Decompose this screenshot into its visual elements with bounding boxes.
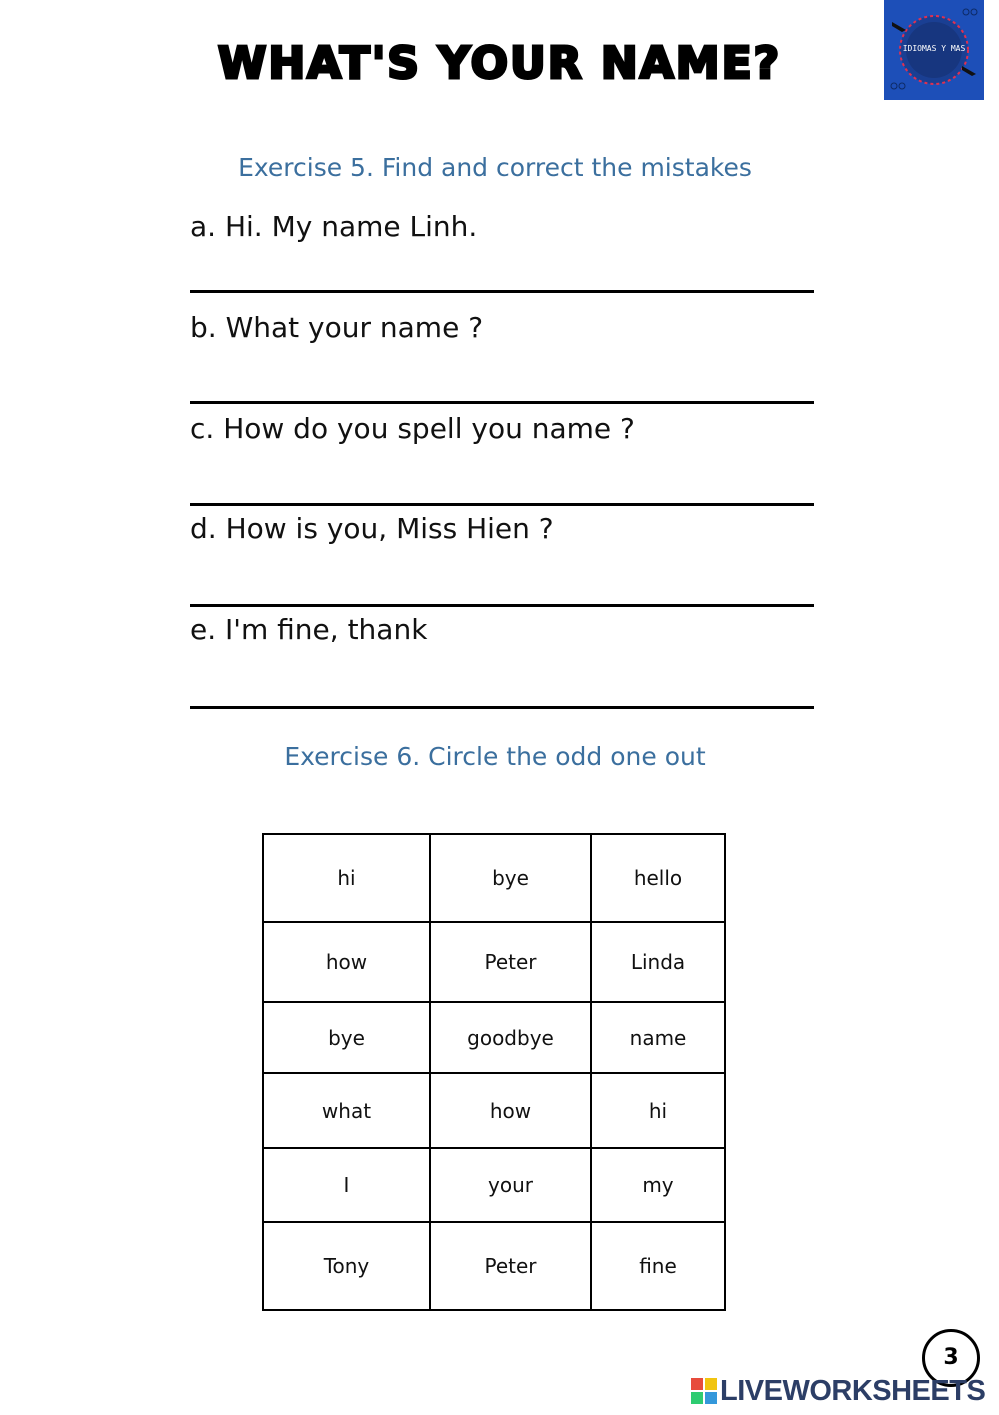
- table-row: [263, 1002, 725, 1073]
- word-cell[interactable]: bye: [263, 1002, 430, 1073]
- liveworksheets-brand: [690, 1374, 985, 1408]
- word-cell[interactable]: hi: [591, 1073, 725, 1148]
- table-row: [263, 834, 725, 922]
- page-number: 3: [922, 1329, 980, 1387]
- table-row: [263, 922, 725, 1002]
- worksheet-title: WHAT'S YOUR NAME?: [217, 38, 782, 89]
- word-cell[interactable]: fine: [591, 1222, 725, 1310]
- word-cell[interactable]: Tony: [263, 1222, 430, 1310]
- word-cell[interactable]: Peter: [430, 1222, 591, 1310]
- word-cell[interactable]: how: [430, 1073, 591, 1148]
- logo-text: IDIOMAS Y MAS: [902, 44, 966, 53]
- answer-line-e[interactable]: [190, 706, 814, 709]
- answer-line-d[interactable]: [190, 604, 814, 607]
- word-cell[interactable]: how: [263, 922, 430, 1002]
- word-cell[interactable]: Peter: [430, 922, 591, 1002]
- liveworksheets-text: LIVEWORKSHEETS: [720, 1374, 986, 1407]
- sentence-a: a. Hi. My name Linh.: [190, 210, 478, 243]
- liveworksheets-logo-icon: [690, 1377, 718, 1405]
- answer-line-b[interactable]: [190, 401, 814, 404]
- table-row: [263, 1222, 725, 1310]
- word-cell[interactable]: I: [263, 1148, 430, 1222]
- table-row: [263, 1073, 725, 1148]
- idiomas-logo: [884, 0, 984, 100]
- word-cell[interactable]: Linda: [591, 922, 725, 1002]
- word-cell[interactable]: goodbye: [430, 1002, 591, 1073]
- exercise-6-heading: Exercise 6. Circle the odd one out: [284, 742, 706, 771]
- sentence-b: b. What your name ?: [190, 311, 484, 344]
- word-cell[interactable]: hi: [263, 834, 430, 922]
- word-cell[interactable]: your: [430, 1148, 591, 1222]
- word-cell[interactable]: name: [591, 1002, 725, 1073]
- sentence-d: d. How is you, Miss Hien ?: [190, 512, 554, 545]
- word-cell[interactable]: hello: [591, 834, 725, 922]
- word-cell[interactable]: what: [263, 1073, 430, 1148]
- sentence-e: e. I'm fine, thank: [190, 613, 428, 646]
- table-row: [263, 1148, 725, 1222]
- odd-one-out-table: [262, 833, 726, 1311]
- exercise-5-heading: Exercise 5. Find and correct the mistakes: [238, 153, 752, 182]
- word-cell[interactable]: my: [591, 1148, 725, 1222]
- sentence-c: c. How do you spell you name ?: [190, 412, 635, 445]
- answer-line-c[interactable]: [190, 503, 814, 506]
- word-cell[interactable]: bye: [430, 834, 591, 922]
- answer-line-a[interactable]: [190, 290, 814, 293]
